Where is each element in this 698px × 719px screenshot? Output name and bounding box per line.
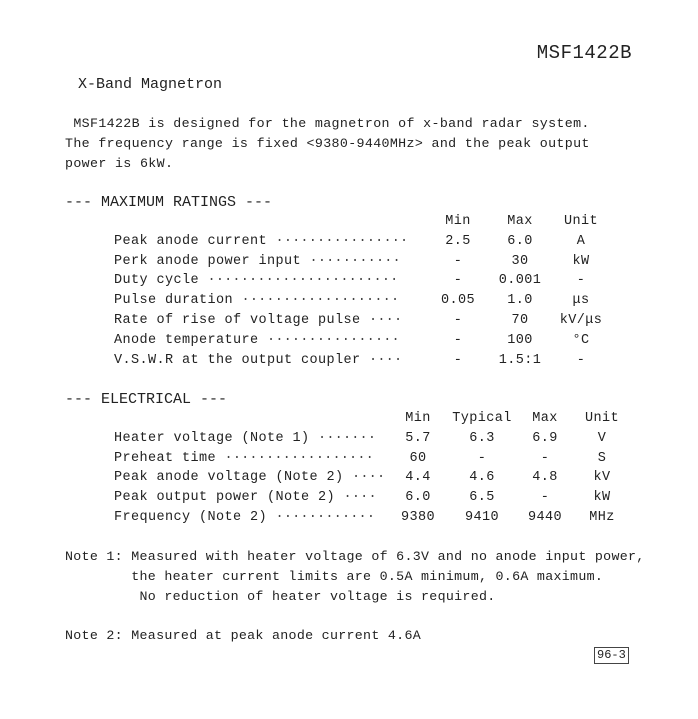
unit-value: μs bbox=[572, 293, 590, 309]
page-code-box: 96-3 bbox=[594, 647, 629, 664]
unit-value: kV bbox=[593, 470, 611, 486]
unit-value: MHz bbox=[589, 509, 615, 525]
dot-leader: ···· bbox=[343, 490, 377, 506]
column-header-unit: Unit bbox=[563, 214, 598, 229]
description-line: power is 6kW. bbox=[65, 156, 174, 171]
param-label: Frequency (Note 2) bbox=[114, 509, 276, 525]
param-label: Duty cycle bbox=[114, 273, 208, 289]
column-header-max: Max bbox=[507, 214, 533, 229]
table-row bbox=[114, 508, 632, 528]
param-label: Heater voltage (Note 1) bbox=[114, 430, 319, 446]
typical-value: 6.5 bbox=[469, 490, 495, 506]
part-number: MSF1422B bbox=[536, 42, 632, 64]
unit-value: kW bbox=[572, 253, 590, 269]
unit-value: kV/μs bbox=[559, 312, 603, 328]
column-header-typical: Typical bbox=[452, 411, 512, 426]
table-row bbox=[114, 331, 612, 351]
min-value: 6.0 bbox=[405, 490, 431, 506]
dot-leader: ···· bbox=[369, 312, 403, 328]
unit-value: A bbox=[576, 233, 586, 249]
min-value: 2.5 bbox=[445, 233, 471, 249]
note-1-line: the heater current limits are 0.5A minimum, 0.6A maximum. bbox=[65, 569, 604, 584]
typical-value: - bbox=[477, 450, 487, 466]
max-value: 0.001 bbox=[498, 273, 542, 289]
min-value: 5.7 bbox=[405, 430, 431, 446]
min-value: - bbox=[453, 312, 463, 328]
max-value: 1.0 bbox=[507, 293, 533, 309]
param-label: Peak output power (Note 2) bbox=[114, 490, 344, 506]
electrical-table bbox=[114, 409, 632, 528]
table-row bbox=[114, 488, 632, 508]
table-row bbox=[114, 351, 612, 371]
param-label: Perk anode power input bbox=[114, 253, 310, 269]
table-row bbox=[114, 232, 612, 252]
min-value: - bbox=[453, 253, 463, 269]
min-value: - bbox=[453, 352, 463, 368]
dot-leader: ·················· bbox=[224, 450, 374, 466]
max-ratings-heading: --- MAXIMUM RATINGS --- bbox=[65, 194, 273, 211]
min-value: - bbox=[453, 332, 463, 348]
dot-leader: ······· bbox=[318, 430, 377, 446]
dot-leader: ··········· bbox=[309, 253, 401, 269]
dot-leader: ···· bbox=[369, 352, 403, 368]
typical-value: 4.6 bbox=[469, 470, 495, 486]
table-header-row bbox=[114, 212, 612, 232]
min-value: 60 bbox=[409, 450, 427, 466]
typical-value: 6.3 bbox=[469, 430, 495, 446]
max-value: - bbox=[540, 450, 550, 466]
column-header-min: Min bbox=[445, 214, 471, 229]
param-label: Pulse duration bbox=[114, 293, 242, 309]
typical-value: 9410 bbox=[464, 509, 499, 525]
param-label: Peak anode current bbox=[114, 233, 276, 249]
min-value: 4.4 bbox=[405, 470, 431, 486]
dot-leader: ················ bbox=[267, 332, 400, 348]
dot-leader: ············ bbox=[275, 509, 376, 525]
min-value: 0.05 bbox=[440, 293, 475, 309]
param-label: V.S.W.R at the output coupler bbox=[114, 352, 370, 368]
table-header-row bbox=[114, 409, 632, 429]
dot-leader: ··················· bbox=[241, 293, 400, 309]
table-row bbox=[114, 449, 632, 469]
unit-value: - bbox=[576, 273, 586, 289]
unit-value: - bbox=[576, 352, 586, 368]
dot-leader: ···· bbox=[352, 470, 386, 486]
unit-value: kW bbox=[593, 490, 611, 506]
min-value: - bbox=[453, 273, 463, 289]
max-value: 9440 bbox=[527, 509, 562, 525]
column-header-min: Min bbox=[405, 411, 431, 426]
table-row bbox=[114, 468, 632, 488]
note-2: Note 2: Measured at peak anode current 4.6A bbox=[65, 628, 422, 643]
max-value: 6.9 bbox=[532, 430, 558, 446]
description-line: MSF1422B is designed for the magnetron of x-band radar system. bbox=[65, 116, 590, 131]
dot-leader: ················ bbox=[275, 233, 409, 249]
table-row bbox=[114, 252, 612, 272]
dot-leader: ······················· bbox=[207, 273, 399, 289]
max-value: 4.8 bbox=[532, 470, 558, 486]
param-label: Anode temperature bbox=[114, 332, 268, 348]
param-label: Rate of rise of voltage pulse bbox=[114, 312, 370, 328]
column-header-unit: Unit bbox=[584, 411, 619, 426]
unit-value: S bbox=[597, 450, 607, 466]
max-value: 6.0 bbox=[507, 233, 533, 249]
max-value: 1.5:1 bbox=[498, 352, 542, 368]
electrical-heading: --- ELECTRICAL --- bbox=[65, 391, 228, 408]
max-ratings-table bbox=[114, 212, 612, 370]
note-1-line: No reduction of heater voltage is required. bbox=[65, 589, 496, 604]
min-value: 9380 bbox=[400, 509, 435, 525]
unit-value: V bbox=[597, 430, 607, 446]
description-line: The frequency range is fixed <9380-9440MHz> and the peak output bbox=[65, 136, 590, 151]
table-row bbox=[114, 429, 632, 449]
param-label: Preheat time bbox=[114, 450, 225, 466]
unit-value: °C bbox=[572, 332, 590, 348]
param-label: Peak anode voltage (Note 2) bbox=[114, 470, 353, 486]
table-row bbox=[114, 291, 612, 311]
max-value: 30 bbox=[511, 253, 529, 269]
max-value: 70 bbox=[511, 312, 529, 328]
max-value: - bbox=[540, 490, 550, 506]
table-row bbox=[114, 311, 612, 331]
note-1-line: Note 1: Measured with heater voltage of 6.3V and no anode input power, bbox=[65, 549, 645, 564]
column-header-max: Max bbox=[532, 411, 558, 426]
max-value: 100 bbox=[507, 332, 533, 348]
document-subtitle: X-Band Magnetron bbox=[78, 76, 223, 93]
table-row bbox=[114, 271, 612, 291]
